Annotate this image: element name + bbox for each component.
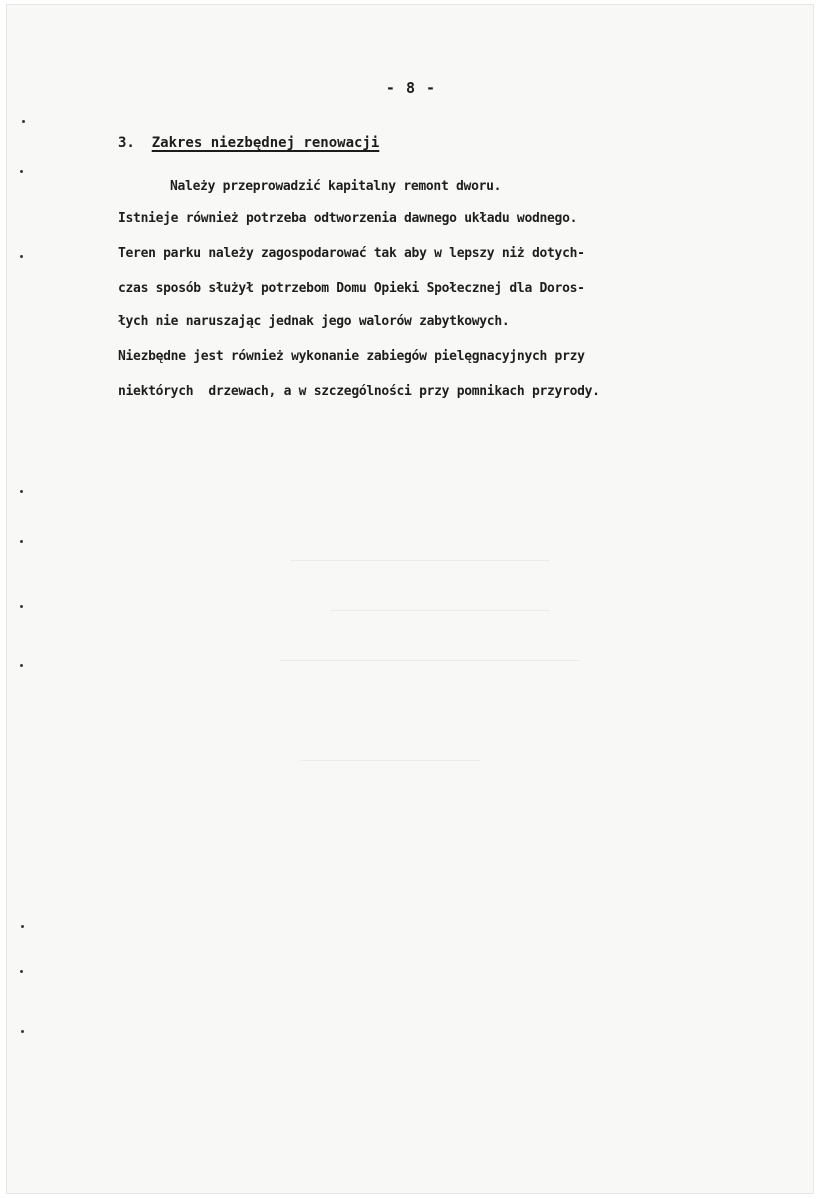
body-line: Istnieje również potrzeba odtworzenia dawnego układu wodnego. xyxy=(118,211,578,226)
body-line: Teren parku należy zagospodarować tak aby w lepszy niż dotych- xyxy=(118,246,585,261)
margin-speck xyxy=(20,540,23,543)
body-line: czas sposób służył potrzebom Domu Opieki Społecznej dla Doros- xyxy=(118,281,585,296)
margin-speck xyxy=(21,925,24,928)
show-through-mark xyxy=(300,760,480,761)
show-through-mark xyxy=(330,610,550,611)
section-heading xyxy=(118,135,379,151)
margin-speck xyxy=(21,1030,24,1033)
margin-speck xyxy=(20,255,23,258)
margin-speck xyxy=(20,490,23,493)
margin-speck xyxy=(20,170,23,173)
body-line: łych nie naruszając jednak jego walorów zabytkowych. xyxy=(118,314,510,329)
margin-speck xyxy=(22,120,25,123)
show-through-mark xyxy=(280,660,580,661)
page-number: - 8 - xyxy=(385,79,437,97)
show-through-mark xyxy=(290,560,550,561)
margin-speck xyxy=(20,970,23,973)
section-title: Zakres niezbędnej renowacji xyxy=(151,135,380,151)
body-line: Niezbędne jest również wykonanie zabiegów pielęgnacyjnych przy xyxy=(118,349,585,364)
body-line: Należy przeprowadzić kapitalny remont dworu. xyxy=(170,179,502,194)
margin-speck xyxy=(20,605,23,608)
section-number: 3. xyxy=(118,135,135,151)
margin-speck xyxy=(20,664,23,667)
body-line: niektórych drzewach, a w szczególności przy pomnikach przyrody. xyxy=(118,384,600,399)
